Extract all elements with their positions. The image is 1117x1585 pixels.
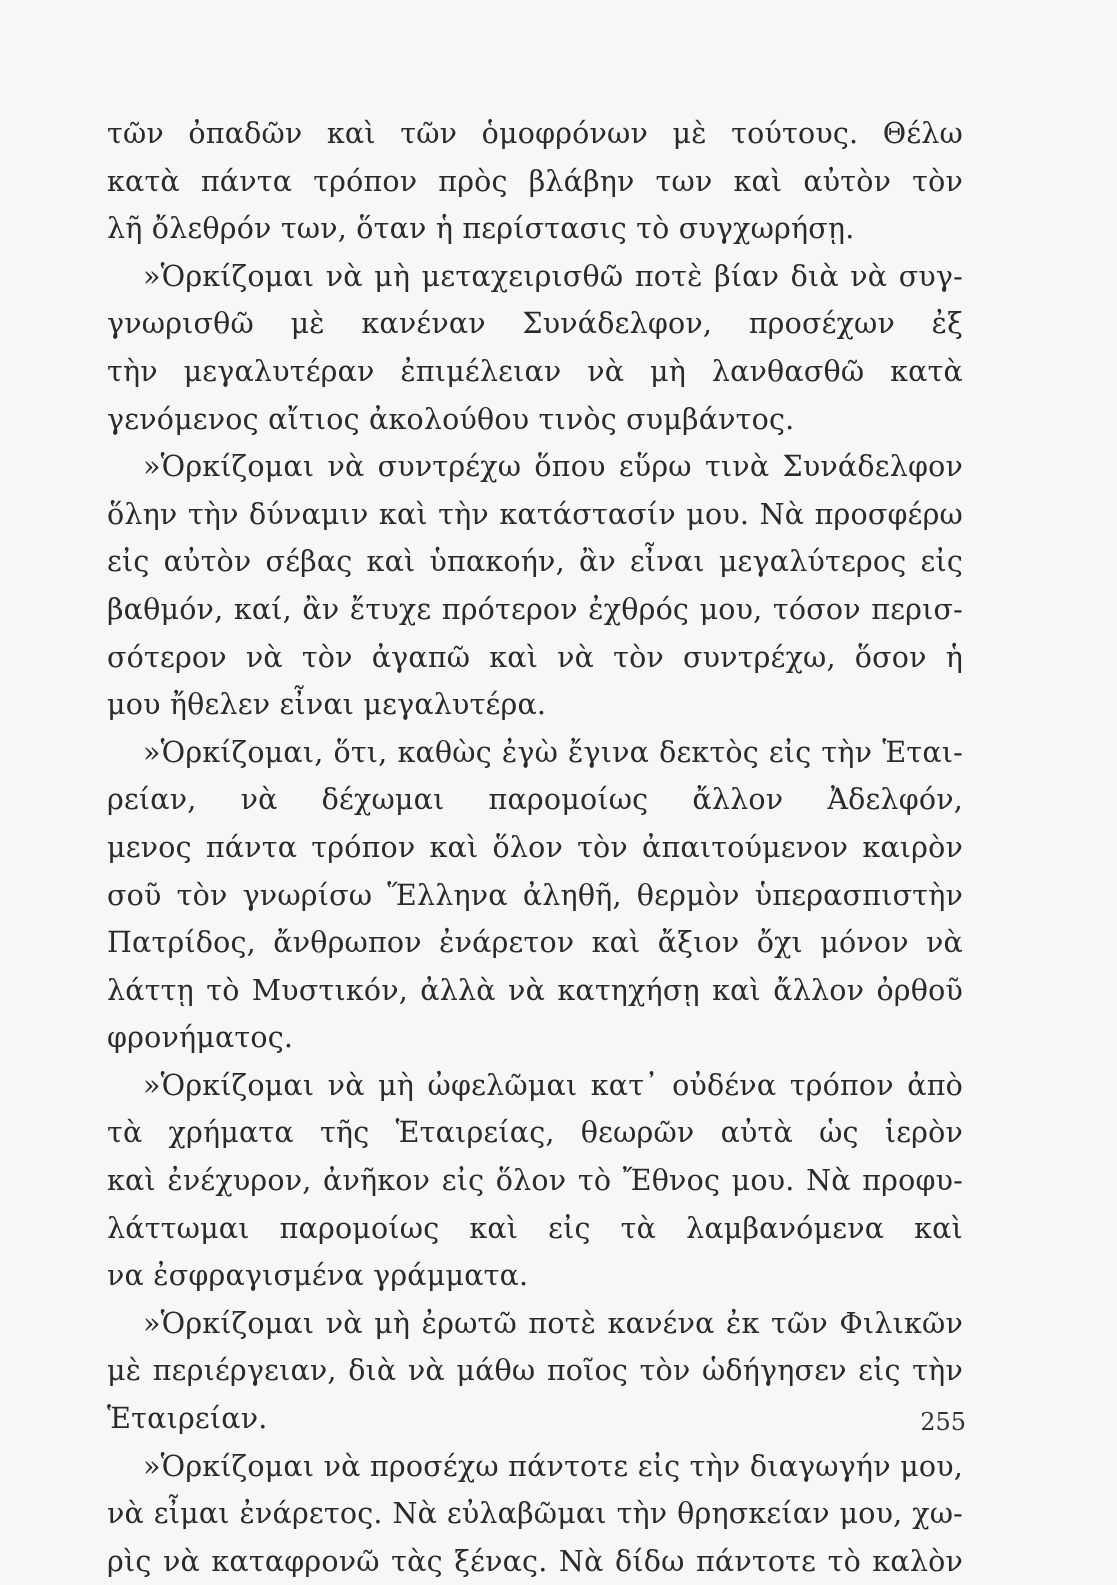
text-line: φρονήματος.: [107, 1021, 294, 1055]
text-line: γνωρισθῶ μὲ κανέναν Συνάδελφον, προσέχων ἐξ: [107, 307, 963, 341]
text-line: »Ὁρκίζομαι νὰ μὴ μεταχειρισθῶ ποτὲ βίαν διὰ νὰ συγ-: [143, 259, 963, 293]
text-line: μὲ περιέργειαν, διὰ νὰ μάθω ποῖος τὸν ὡδήγησεν εἰς τὴν: [107, 1354, 963, 1388]
text-line: σότερον νὰ τὸν ἀγαπῶ καὶ νὰ τὸν συντρέχω, ὅσον ἡ: [107, 640, 963, 674]
page-number: 255: [920, 1408, 966, 1436]
text-line: καὶ ἐνέχυρον, ἀνῆκον εἰς ὅλον τὸ Ἔθνος μου. Νὰ προφυ-: [107, 1164, 963, 1198]
text-line: μενος πάντα τρόπον καὶ ὅλον τὸν ἀπαιτούμενον καιρὸν: [107, 830, 963, 864]
text-line: »Ὁρκίζομαι νὰ μὴ ὠφελῶμαι κατ᾽ οὐδένα τρόπον ἀπὸ: [143, 1068, 963, 1102]
text-line: »Ὁρκίζομαι νὰ προσέχω πάντοτε εἰς τὴν διαγωγήν μου,: [143, 1449, 963, 1483]
text-line: Πατρίδος, ἄνθρωπον ἐνάρετον καὶ ἄξιον ὄχι μόνον νὰ: [107, 926, 963, 960]
text-line: εἰς αὐτὸν σέβας καὶ ὑπακοήν, ἂν εἶναι μεγαλύτερος εἰς: [107, 545, 963, 579]
text-line: βαθμόν, καί, ἂν ἔτυχε πρότερον ἐχθρός μου, τόσον περισ-: [107, 592, 963, 626]
text-line: ὅλην τὴν δύναμιν καὶ τὴν κατάστασίν μου. Νὰ προσφέρω: [107, 497, 963, 531]
text-line: λάττωμαι παρομοίως καὶ εἰς τὰ λαμβανόμενα καὶ: [107, 1211, 963, 1245]
text-line: »Ὁρκίζομαι νὰ συντρέχω ὅπου εὕρω τινὰ Συνάδελφον: [143, 450, 963, 484]
text-line: Ἑταιρείαν.: [107, 1402, 268, 1436]
text-line: να ἐσφραγισμένα γράμματα.: [107, 1259, 529, 1293]
text-line: μου ἤθελεν εἶναι μεγαλυτέρα.: [107, 688, 547, 722]
text-line: λάττῃ τὸ Μυστικόν, ἀλλὰ νὰ κατηχήσῃ καὶ ἄλλον ὀρθοῦ: [107, 973, 963, 1007]
text-line: ρὶς νὰ καταφρονῶ τὰς ξένας. Νὰ δίδω πάντοτε τὸ καλὸν: [107, 1544, 963, 1578]
text-line: τῶν ὀπαδῶν καὶ τῶν ὁμοφρόνων μὲ τούτους. Θέλω: [107, 117, 963, 150]
text-line: λῆ ὄλεθρόν των, ὅταν ἡ περίστασις τὸ συγχωρήσῃ.: [107, 212, 855, 246]
text-line: »Ὁρκίζομαι νὰ μὴ ἐρωτῶ ποτὲ κανένα ἐκ τῶν Φιλικῶν: [143, 1306, 963, 1340]
text-line: σοῦ τὸν γνωρίσω Ἕλληνα ἀληθῆ, θερμὸν ὑπερασπιστὴν: [107, 878, 963, 912]
text-line: »Ὁρκίζομαι, ὅτι, καθὼς ἐγὼ ἔγινα δεκτὸς εἰς τὴν Ἑται-: [143, 735, 963, 769]
text-line: γενόμενος αἴτιος ἀκολούθου τινὸς συμβάντος.: [107, 402, 795, 436]
text-line: τὴν μεγαλυτέραν ἐπιμέλειαν νὰ μὴ λανθασθῶ κατὰ: [107, 354, 963, 388]
body-text: [107, 110, 963, 1585]
text-line: κατὰ πάντα τρόπον πρὸς βλάβην των καὶ αὐτὸν τὸν: [107, 164, 963, 198]
text-line: νὰ εἶμαι ἐνάρετος. Νὰ εὐλαβῶμαι τὴν θρησκείαν μου, χω-: [107, 1497, 963, 1531]
text-line: ρείαν, νὰ δέχωμαι παρομοίως ἄλλον Ἀδελφόν,: [107, 783, 963, 817]
text-line: τὰ χρήματα τῆς Ἑταιρείας, θεωρῶν αὐτὰ ὡς ἱερὸν: [107, 1116, 963, 1150]
